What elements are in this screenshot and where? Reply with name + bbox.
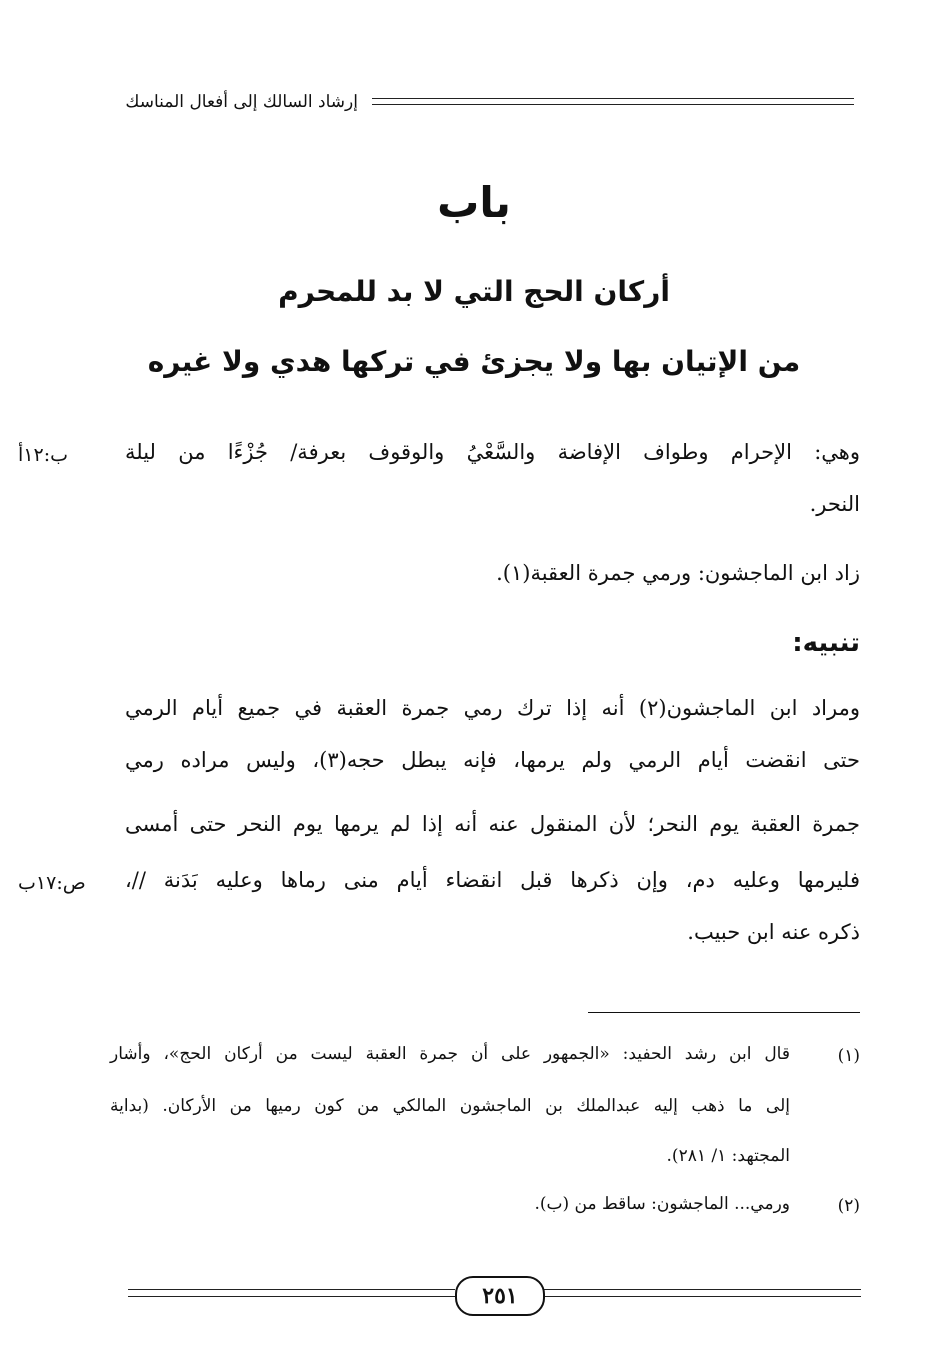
paragraph-1-line-2: النحر. <box>809 492 860 516</box>
margin-note-s17b: ص:١٧ب <box>18 872 86 894</box>
chapter-title-line-1: أركان الحج التي لا بد للمحرم <box>278 275 670 308</box>
paragraph-2: زاد ابن الماجشون: ورمي جمرة العقبة(١). <box>496 561 860 585</box>
footer-rule-right-top <box>541 1289 861 1290</box>
paragraph-3-line-1: ومراد ابن الماجشون(٢) أنه إذا ترك رمي جمرة العقبة في جميع أيام الرمي <box>125 696 860 720</box>
paragraph-3-line-2: حتى انقضت أيام الرمي ولم يرمها، فإنه يبطل حجه(٣)، وليس مراده رمي <box>125 748 860 772</box>
footnote-1-line-1: قال ابن رشد الحفيد: «الجمهور على أن جمرة العقبة ليست من أركان الحج»، وأشار <box>110 1044 790 1064</box>
footer-rule-right-bottom <box>541 1296 861 1297</box>
chapter-title-line-2: من الإتيان بها ولا يجزئ في تركها هدي ولا غيره <box>147 345 801 378</box>
header-rule-top <box>372 98 854 99</box>
footnote-1-line-3: المجتهد: ١/ ٢٨١). <box>666 1146 790 1166</box>
footer-rule-left-bottom <box>128 1296 455 1297</box>
footnote-2-line-1: ورمي... الماجشون: ساقط من (ب). <box>534 1194 790 1214</box>
page-number: ٢٥١ <box>455 1276 545 1316</box>
footer-rule-left-top <box>128 1289 455 1290</box>
paragraph-3-line-5: ذكره عنه ابن حبيب. <box>687 920 860 944</box>
footnote-1-number: (١) <box>837 1046 860 1066</box>
chapter-heading: باب <box>437 178 511 227</box>
running-title: إرشاد السالك إلى أفعال المناسك <box>125 92 358 112</box>
footnote-separator <box>588 1012 860 1013</box>
paragraph-3-line-4: فليرمها وعليه دم، وإن ذكرها قبل انقضاء أيام منى رماها وعليه بَدَنة //، <box>125 868 860 892</box>
paragraph-1-line-1: وهي: الإحرام وطواف الإفاضة والسَّعْيُ والوقوف بعرفة/ جُزْءًا من ليلة <box>125 440 860 464</box>
margin-note-b12a: ب:١٢أ <box>18 444 68 466</box>
header-rule-bottom <box>372 104 854 105</box>
footnote-2-number: (٢) <box>837 1196 860 1216</box>
paragraph-3-line-3: جمرة العقبة يوم النحر؛ لأن المنقول عنه أنه إذا لم يرمها يوم النحر حتى أمسى <box>125 812 860 836</box>
footnote-1-line-2: إلى ما ذهب إليه عبدالملك بن الماجشون المالكي من كون رميها من الأركان. (بداية <box>110 1096 790 1116</box>
section-heading-tanbih: تنبيه: <box>792 628 860 658</box>
